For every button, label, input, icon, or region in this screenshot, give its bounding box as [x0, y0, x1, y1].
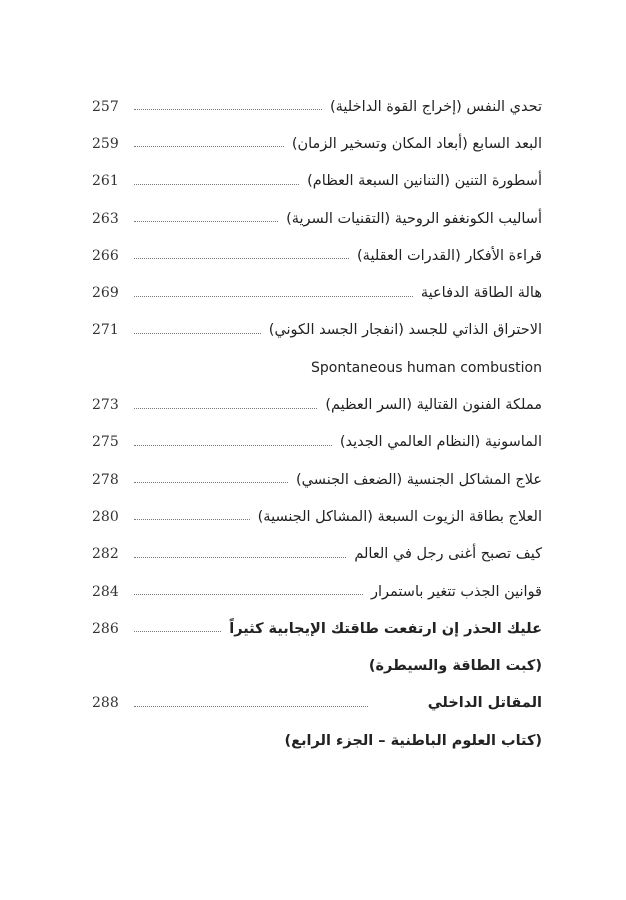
entry-title: عليك الحذر إن ارتفعت طاقتك الإيجابية كثيراً — [229, 620, 542, 637]
entry-subtitle: (كبت الطاقة والسيطرة) — [368, 658, 542, 675]
page-number: 271 — [92, 322, 119, 339]
entry-title: هالة الطاقة الدفاعية — [420, 285, 542, 302]
dot-leader — [134, 258, 349, 259]
entry-title: قراءة الأفكار (القدرات العقلية) — [357, 247, 542, 264]
page-number: 263 — [92, 210, 119, 227]
toc-subtitle — [92, 722, 542, 759]
toc-subtitle — [92, 647, 542, 684]
page-number: 280 — [92, 508, 119, 525]
entry-title: أسطورة التنين (التنانين السبعة العظام) — [307, 173, 542, 190]
page-number: 273 — [92, 397, 119, 414]
toc-entry — [92, 498, 542, 535]
dot-leader — [134, 296, 413, 297]
entry-subtitle: (كتاب العلوم الباطنية – الجزء الرابع) — [284, 732, 542, 749]
entry-title: الماسونية (النظام العالمي الجديد) — [339, 434, 542, 451]
dot-leader — [134, 333, 261, 334]
dot-leader — [134, 445, 332, 446]
entry-title: العلاج بطاقة الزيوت السبعة (المشاكل الجنسية) — [257, 508, 542, 525]
page-number: 266 — [92, 247, 119, 264]
toc-entry — [92, 200, 542, 237]
page-number: 261 — [92, 173, 119, 190]
toc-entry — [92, 312, 542, 349]
dot-leader — [134, 221, 278, 222]
page-number: 259 — [92, 135, 119, 152]
toc-entry — [92, 610, 542, 647]
toc-entry — [92, 125, 542, 162]
dot-leader — [134, 482, 288, 483]
dot-leader — [134, 146, 284, 147]
toc-entry — [92, 386, 542, 423]
entry-title: البعد السابع (أبعاد المكان وتسخير الزمان) — [291, 135, 542, 152]
dot-leader — [134, 557, 346, 558]
entry-title: تحدي النفس (إخراج القوة الداخلية) — [330, 98, 542, 115]
dot-leader — [134, 631, 221, 632]
page-number: 278 — [92, 471, 119, 488]
entry-title: قوانين الجذب تتغير باستمرار — [371, 583, 542, 600]
toc-entry — [92, 237, 542, 274]
toc-entry — [92, 424, 542, 461]
toc-entry — [92, 461, 542, 498]
entry-title: الاحتراق الذاتي للجسد (انفجار الجسد الكوني) — [268, 322, 542, 339]
page-number: 269 — [92, 285, 119, 302]
page-number: 286 — [92, 620, 119, 637]
dot-leader — [134, 184, 299, 185]
dot-leader — [134, 706, 368, 707]
page-number: 275 — [92, 434, 119, 451]
toc-entry — [92, 685, 542, 722]
entry-title: مملكة الفنون القتالية (السر العظيم) — [325, 397, 542, 414]
entry-title: كيف تصبح أغنى رجل في العالم — [354, 546, 542, 563]
dot-leader — [134, 594, 363, 595]
entry-title: علاج المشاكل الجنسية (الضعف الجنسي) — [296, 471, 542, 488]
entry-subtitle: Spontaneous human combustion — [310, 359, 542, 376]
toc-subtitle — [92, 349, 542, 386]
page-number: 284 — [92, 583, 119, 600]
toc-entry — [92, 536, 542, 573]
toc-entry — [92, 88, 542, 125]
page-number: 257 — [92, 98, 119, 115]
dot-leader — [134, 408, 317, 409]
dot-leader — [134, 519, 250, 520]
table-of-contents — [92, 88, 542, 759]
toc-entry — [92, 163, 542, 200]
dot-leader — [134, 109, 322, 110]
entry-title: أساليب الكونغفو الروحية (التقنيات السرية) — [286, 210, 542, 227]
toc-entry — [92, 274, 542, 311]
entry-title: المقاتل الداخلي — [427, 695, 542, 712]
toc-entry — [92, 573, 542, 610]
page-number: 288 — [92, 695, 119, 712]
page-number: 282 — [92, 546, 119, 563]
